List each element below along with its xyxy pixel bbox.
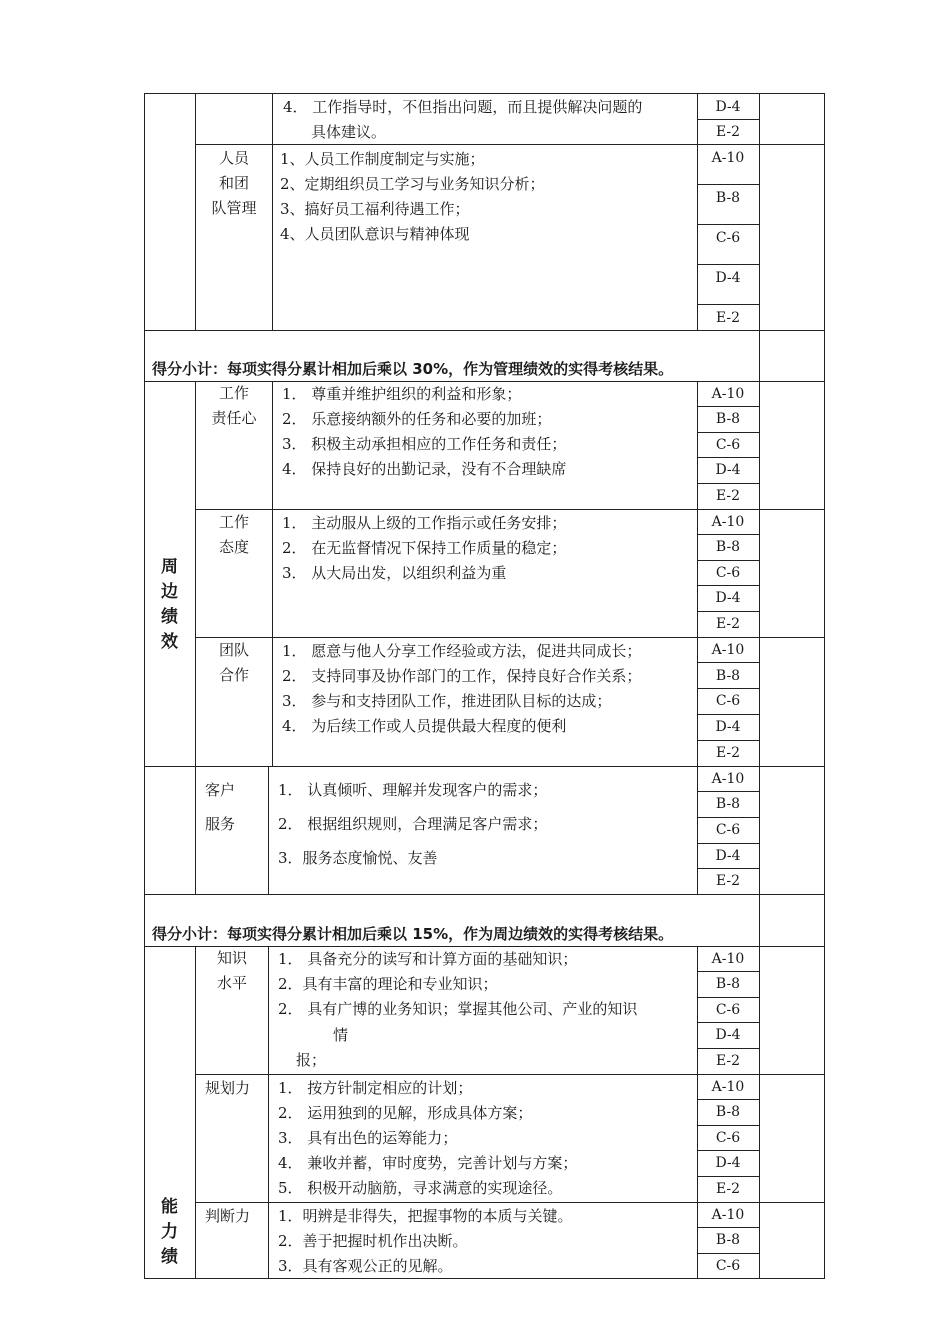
grade-label: B-8: [715, 796, 741, 812]
item-line: 具体建议。: [311, 123, 387, 141]
item-line: 2． 支持同事及协作部门的工作，保持良好合作关系；: [282, 667, 642, 685]
item-line: 3．具有客观公正的见解。: [278, 1257, 453, 1275]
item-line: 4． 工作指导时，不但指出问题，而且提供解决问题的: [283, 98, 643, 116]
grade-label: D-4: [715, 719, 741, 735]
item-line: 3．服务态度愉悦、友善: [278, 849, 438, 867]
item-line: 5． 积极开动脑筋，寻求满意的实现途径。: [278, 1179, 563, 1197]
grade-label: E-2: [715, 124, 741, 140]
category-label: 团队 合作: [218, 641, 249, 684]
item-line: 2．善于把握时机作出决断。: [278, 1232, 468, 1250]
category-label: 规划力: [205, 1079, 251, 1097]
item-line: 1． 认真倾听、理解并发现客户的需求；: [278, 781, 548, 799]
grade-label: B-8: [715, 1104, 741, 1120]
grade-label: C-6: [715, 565, 741, 581]
item-line: 2． 运用独到的见解，形成具体方案；: [278, 1104, 533, 1122]
grade-label: C-6: [715, 1258, 741, 1274]
grade-label: B-8: [715, 539, 741, 555]
grade-label: E-2: [715, 310, 741, 326]
grade-label: C-6: [715, 1130, 741, 1146]
section-title-peripheral: 周 边 绩 效: [161, 557, 178, 652]
item-line: 3、搞好员工福利待遇工作；: [280, 200, 470, 218]
item-line: 1． 具备充分的读写和计算方面的基础知识；: [278, 950, 578, 968]
grade-label: C-6: [715, 1002, 741, 1018]
grade-label: C-6: [715, 822, 741, 838]
grade-label: E-2: [715, 1053, 741, 1069]
section-title-ability: 能 力 绩: [161, 1197, 178, 1267]
category-label: 客户: [205, 781, 236, 799]
item-line: 2． 根据组织规则，合理满足客户需求；: [278, 815, 548, 833]
grade-label: D-4: [715, 1155, 741, 1171]
grade-label: A-10: [711, 1079, 745, 1095]
item-line: 2、定期组织员工学习与业务知识分析；: [280, 175, 545, 193]
item-line: 2． 具有广博的业务知识；掌握其他公司、产业的知识: [278, 1000, 638, 1018]
grade-label: A-10: [711, 1207, 745, 1223]
grade-label: A-10: [711, 514, 745, 530]
grade-label: B-8: [715, 668, 741, 684]
item-line: 4． 为后续工作或人员提供最大程度的便利: [282, 717, 567, 735]
grade-label: B-8: [715, 976, 741, 992]
item-line: 1、人员工作制度制定与实施；: [280, 150, 485, 168]
category-label: 工作 责任心: [211, 384, 257, 427]
item-line: 1． 主动服从上级的工作指示或任务安排；: [282, 514, 567, 532]
item-line: 4． 兼收并蓄，审时度势，完善计划与方案；: [278, 1154, 578, 1172]
grade-label: C-6: [715, 230, 741, 246]
category-label: 判断力: [205, 1207, 251, 1225]
grade-label: A-10: [711, 150, 745, 166]
grade-label: D-4: [715, 590, 741, 606]
grade-label: E-2: [715, 616, 741, 632]
subtotal-note: 得分小计：每项实得分累计相加后乘以 30%，作为管理绩效的实得考核结果。: [152, 360, 674, 378]
item-line: 情: [333, 1026, 349, 1044]
category-label: 知识 水平: [216, 949, 247, 992]
category-label: 人员 和团 队管理: [211, 149, 257, 217]
grade-label: E-2: [715, 873, 741, 889]
item-line: 2．具有丰富的理论和专业知识；: [278, 975, 498, 993]
grade-label: D-4: [715, 462, 741, 478]
item-line: 1．明辨是非得失，把握事物的本质与关键。: [278, 1207, 573, 1225]
grade-label: A-10: [711, 771, 745, 787]
grade-label: B-8: [715, 1232, 741, 1248]
item-line: 3． 积极主动承担相应的工作任务和责任；: [282, 435, 567, 453]
item-line: 1． 按方针制定相应的计划；: [278, 1079, 473, 1097]
grade-label: A-10: [711, 386, 745, 402]
grade-label: C-6: [715, 437, 741, 453]
grade-label: A-10: [711, 642, 745, 658]
item-line: 4、人员团队意识与精神体现: [280, 225, 470, 243]
item-line: 4． 保持良好的出勤记录，没有不合理缺席: [282, 460, 567, 478]
grade-label: D-4: [715, 848, 741, 864]
item-line: 2． 乐意接纳额外的任务和必要的加班；: [282, 410, 552, 428]
grade-label: A-10: [711, 951, 745, 967]
item-line: 1． 尊重并维护组织的利益和形象；: [282, 385, 522, 403]
grade-label: E-2: [715, 1181, 741, 1197]
grade-label: B-8: [715, 190, 741, 206]
grade-label: E-2: [715, 488, 741, 504]
grade-label: D-4: [715, 99, 741, 115]
grade-label: D-4: [715, 1027, 741, 1043]
item-line: 报；: [296, 1051, 327, 1069]
grade-label: C-6: [715, 693, 741, 709]
category-label: 服务: [205, 815, 236, 833]
item-line: 3． 参与和支持团队工作，推进团队目标的达成；: [282, 692, 612, 710]
item-line: 3． 从大局出发，以组织利益为重: [282, 564, 507, 582]
grade-label: D-4: [715, 270, 741, 286]
item-line: 1． 愿意与他人分享工作经验或方法，促进共同成长；: [282, 642, 642, 660]
grade-label: B-8: [715, 411, 741, 427]
category-label: 工作 态度: [218, 513, 249, 556]
item-line: 2． 在无监督情况下保持工作质量的稳定；: [282, 539, 567, 557]
item-line: 3． 具有出色的运筹能力；: [278, 1129, 458, 1147]
grade-label: E-2: [715, 745, 741, 761]
subtotal-note: 得分小计：每项实得分累计相加后乘以 15%，作为周边绩效的实得考核结果。: [152, 925, 674, 943]
